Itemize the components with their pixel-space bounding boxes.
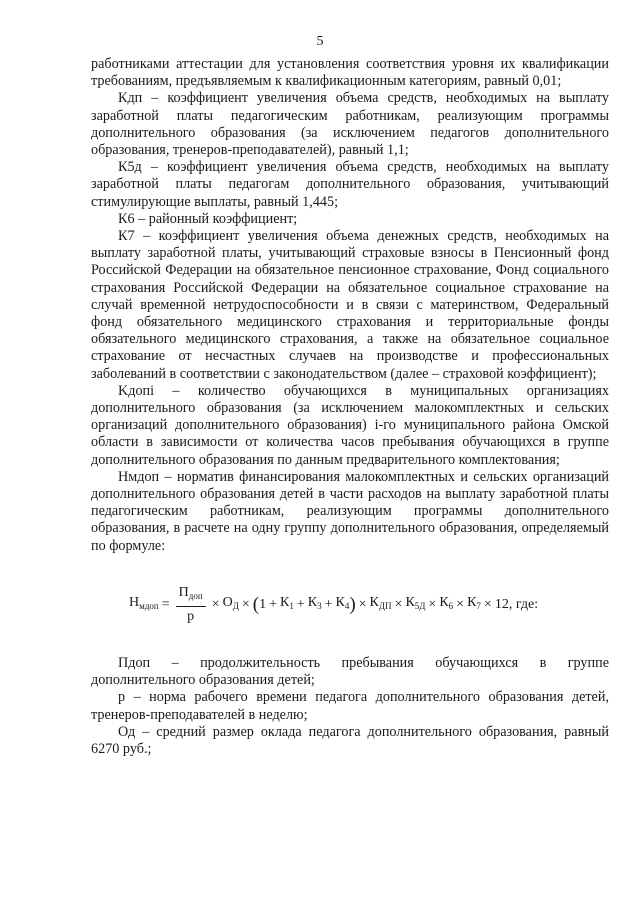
paragraph-od: Од – средний размер оклада педагога дополнительного образования, равный 6270 руб.; [91,723,609,757]
formula-lhs: $Н_{мдоп}$ [129,594,159,611]
formula-nmdop: $Н_{мдоп}$ = $\frac{П_{доп}}{p}$ × $О_Д$ × ( 1 + $К_1$ + $К_3$ + $К_4$ ) × $К_{ДП}$ × $К_{5Д}$ × $К_6$ × $К_7$ × 12 , где: [129,584,539,625]
formula-od: $О_Д$ [222,594,239,611]
page-number: 5 [316,34,324,49]
paragraph-pdop: Пдоп – продолжительность пребывания обучающихся в группе дополнительного образования детей; [91,654,609,689]
paragraph-k6: К6 – районный коэффициент; [118,210,298,227]
paragraph-k7: К7 – коэффициент увеличения объема денежных средств, необходимых на выплату заработной платы, учитывающий страховые взносы в Пенсионный фонд Российской Федерации на обязательное пенсионное страхование, Фонд социального страхования Российской Федерации на обязательное социальное страхование на случай временной нетрудоспособности и в связи с материнством, Федеральный фонд обязательного медицинского страхования и территориальные фонды обязательного медицинского страхования, а также на обязательное социальное страхование от несчастных случаев на производстве и профессиональных заболеваний в соответствии с законодательством (далее – страховой коэффициент); [91,228,609,382]
formula-fraction: $\frac{П_{доп}}{p}$ [176,584,206,625]
paragraph-k5d: К5д – коэффициент увеличения объема средств, необходимых на выплату заработной платы педагогам дополнительного образования, учитывающий стимулирующие выплаты, равный 1,445; [91,159,609,210]
paragraph-p: p – норма рабочего времени педагога дополнительного образования детей, тренеров-преподавателей в неделю; [91,689,609,723]
formula-equals: = [161,596,170,612]
paragraph-kdp: Кдп – коэффициент увеличения объема средств, необходимых на выплату заработной платы педагогическим работникам, реализующим программы дополнительного образования (за исключением педагогов дополнительного образования, тренеров-преподавателей), равный 1,1; [91,90,609,159]
paragraph-continuation: работниками аттестации для установления соответствия уровня их квалификации требованиям, предъявляемым к квалификационным категориям, равный 0,01; [91,56,609,90]
document-body [91,56,609,758]
paragraph-nmdop: Нмдоп – норматив финансирования малокомплектных и сельских организаций дополнительного образования детей в части расходов на выплату заработной платы педагогическим работникам, реализующим программы дополнительного образования, в расчете на одну группу дополнительного образования, определяемый по формуле: [91,468,609,554]
paragraph-kdopi: Kдопi – количество обучающихся в муниципальных организациях дополнительного образования (за исключением малокомплектных и сельских организаций дополнительного образования) i-го муниципального района Омской области в зависимости от количества часов пребывания обучающихся в группе дополнительного образования по данным предварительного комплектования; [91,382,609,468]
